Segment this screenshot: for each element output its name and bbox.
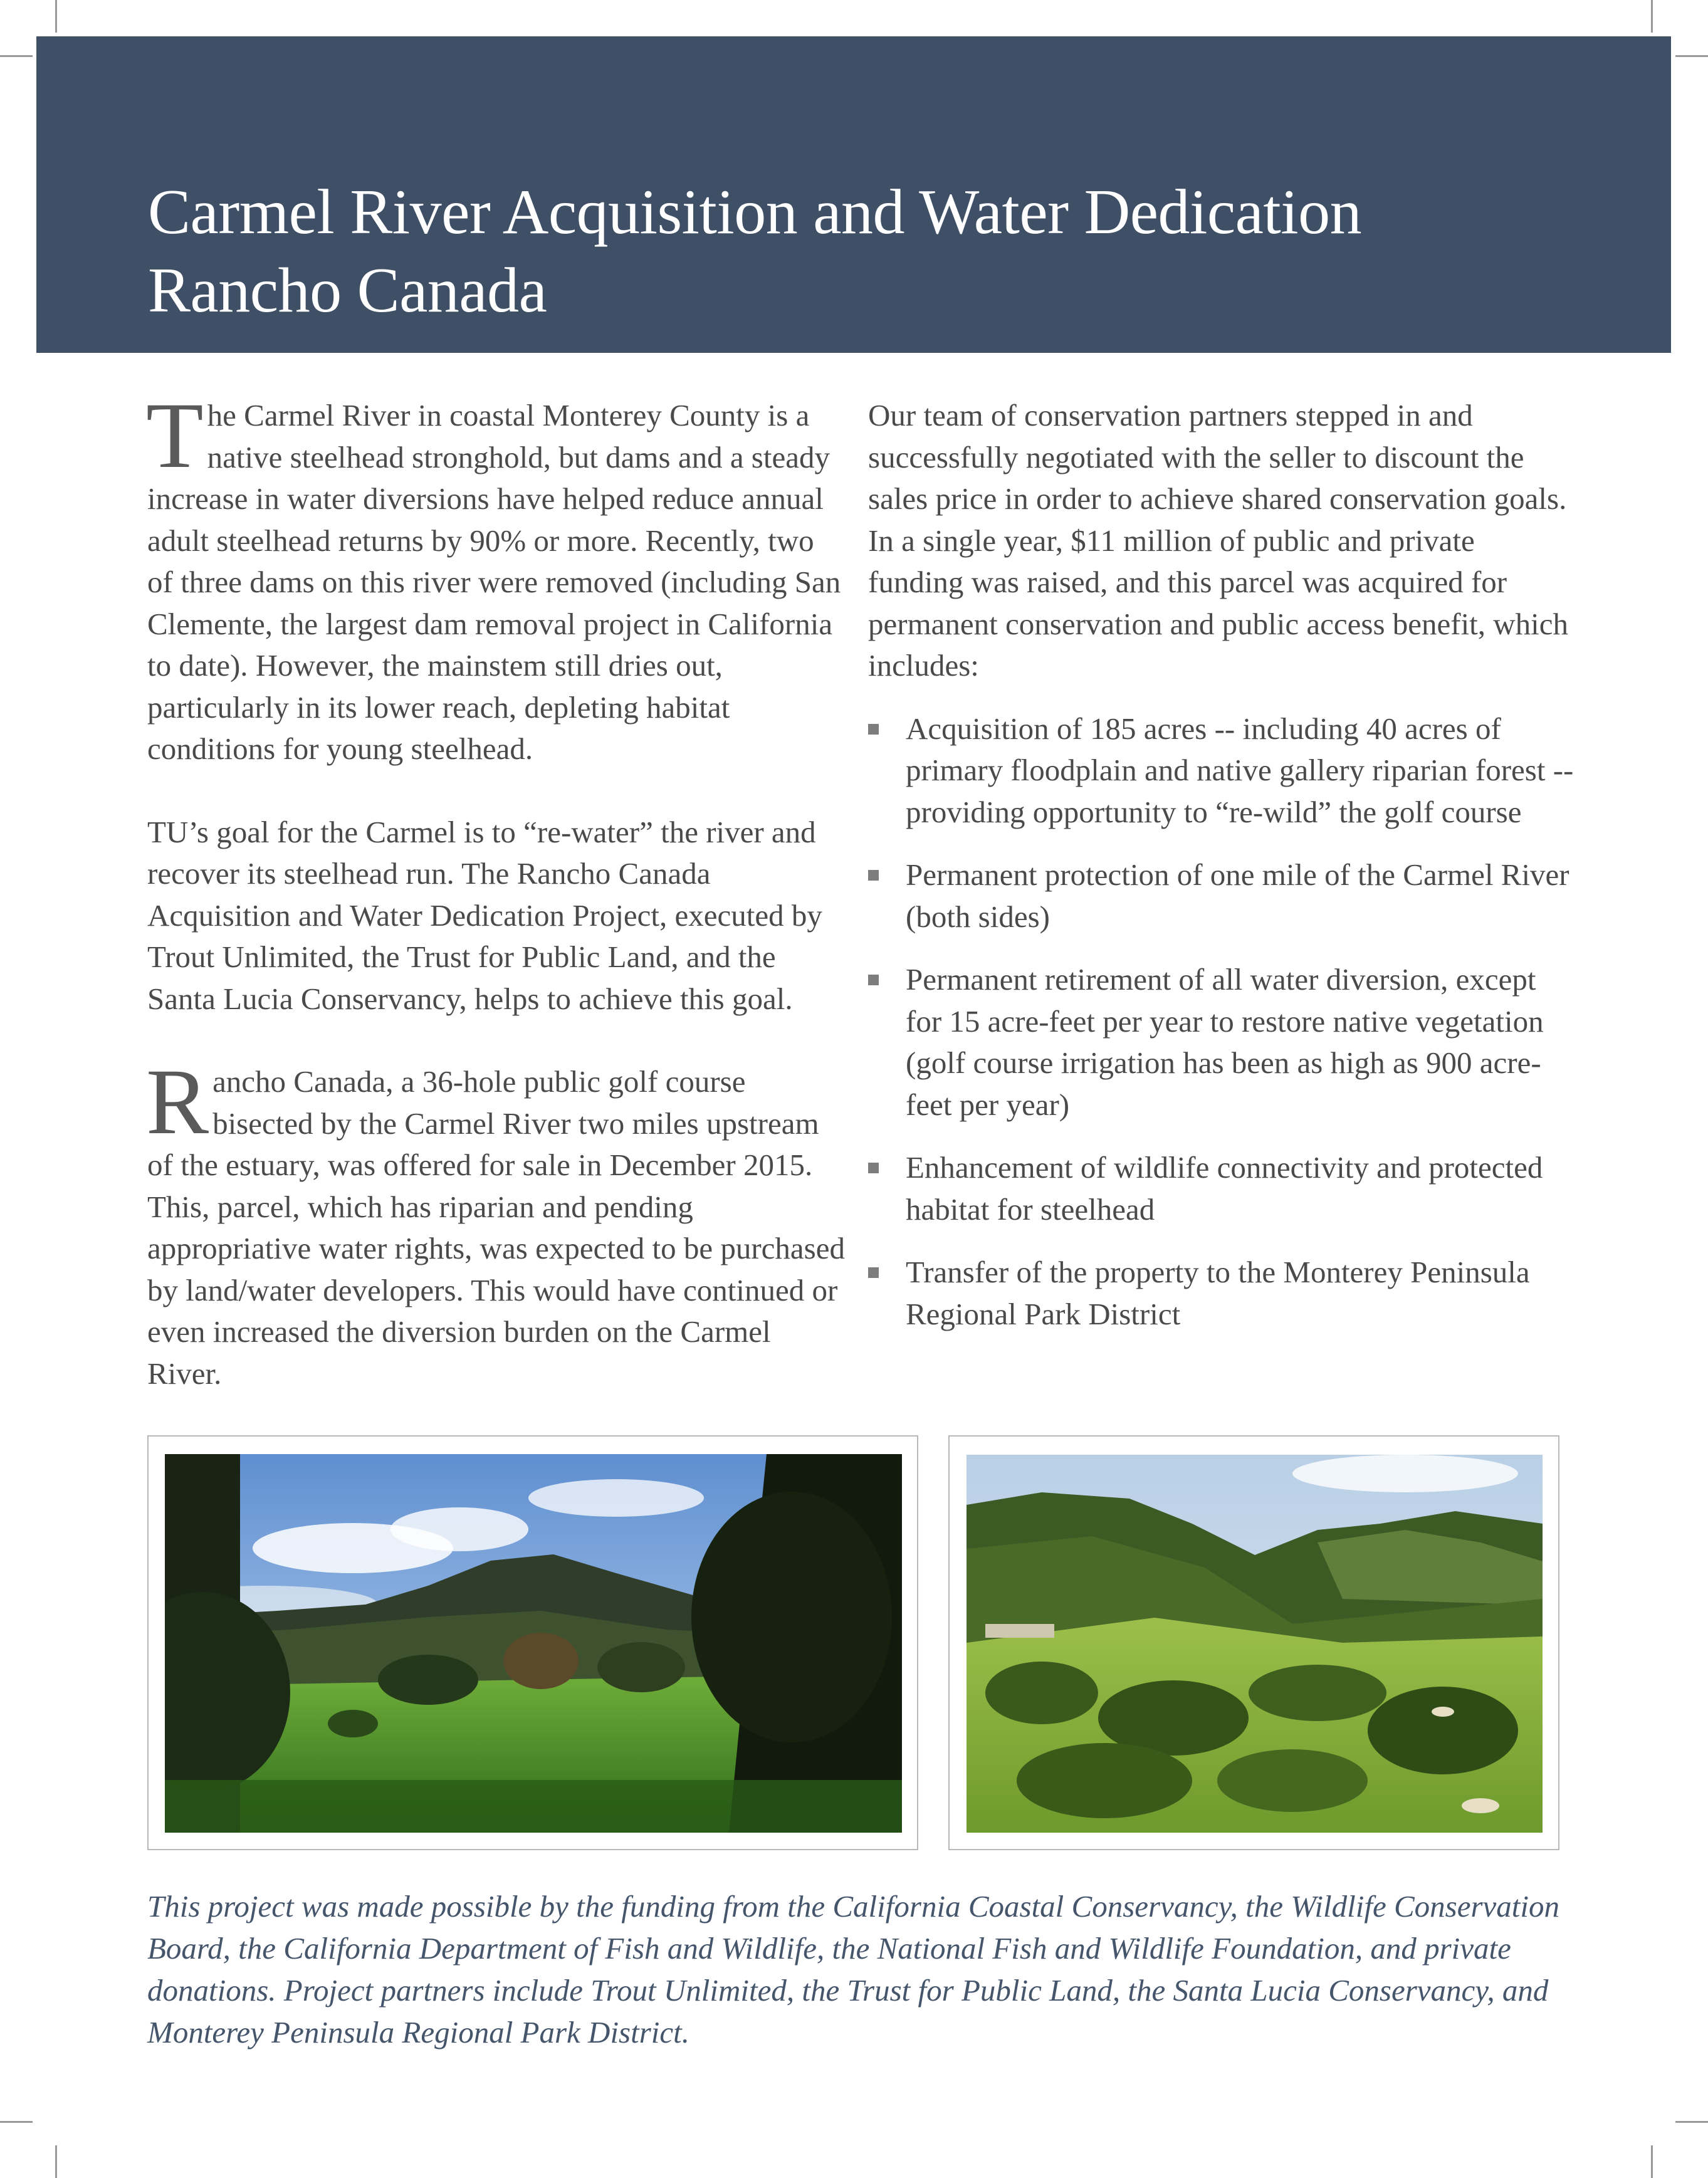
aerial-view-photo [967,1455,1543,1833]
list-item: Enhancement of wildlife connectivity and protected habitat for steelhead [868,1147,1576,1230]
bullet-square-icon [868,870,879,881]
goal-paragraph: TU’s goal for the Carmel is to “re-water” the river and recover its steelhead run. The Rancho Canada Acquisition and Water Dedication Project, executed by Trout Unlimited, the Trust for Public Land, and the Santa Lucia Conservancy, helps to achieve this goal. [147,814,822,1016]
bullet-square-icon [868,975,879,985]
crop-mark [1675,55,1708,57]
rancho-paragraph-text: ancho Canada, a 36-hole public golf course bisected by the Carmel River two miles upstream of the estuary, was offered for sale in December 2015. This, parcel, which has riparian and pending appropriative water rights, was expected to be purchased by land/water developers. This would have continued or even increased the diversion burden on the Carmel River. [147,1064,845,1391]
photo-frame-aerial-view [948,1435,1559,1850]
intro-paragraph-text: he Carmel River in coastal Monterey County is a native steelhead stronghold, but dams and a steady increase in water diversions have helped reduce annual adult steelhead returns by 90% or more. Recently, two of three dams on this river were removed (including San Clemente, the largest dam removal project in California to date). However, the mainstem still dries out, particularly in its lower reach, depleting habitat conditions for young steelhead. [147,398,841,766]
list-item: Acquisition of 185 acres -- including 40 acres of primary floodplain and native gallery riparian forest -- providing opportunity to “re-wild” the golf course [868,708,1576,834]
crop-mark [0,55,33,57]
left-column [146,384,846,1395]
bullet-square-icon [868,1163,879,1173]
page-title [148,173,1361,330]
funding-acknowledgement [147,1885,1583,2053]
list-item: Permanent protection of one mile of the Carmel River (both sides) [868,854,1576,938]
crop-mark [1651,0,1653,33]
right-column [868,395,1576,1356]
list-item: Transfer of the property to the Monterey Peninsula Regional Park District [868,1252,1576,1335]
crop-mark [1651,2145,1653,2178]
bullet-square-icon [868,724,879,735]
bullet-square-icon [868,1267,879,1278]
funding-acknowledgement-text: This project was made possible by the funding from the California Coastal Conservancy, the Wildlife Conservation Board, the California Department of Fish and Wildlife, the National Fish and Wildlife Foundation, and private donations. Project partners include Trout Unlimited, the Trust for Public Land, the Santa Lucia Conservancy, and Monterey Peninsula Regional Park District. [147,1889,1559,2050]
crop-mark [55,0,57,33]
golf-course-photo [165,1454,902,1833]
partners-paragraph: Our team of conservation partners stepped in and successfully negotiated with the seller to discount the sales price in order to achieve shared conservation goals. In a single year, $11 million of public and private funding was raised, and this parcel was acquired for permanent conservation and public access benefit, which includes: [868,398,1569,683]
title-line-2: Rancho Canada [148,255,547,326]
crop-mark [55,2145,57,2178]
title-banner [36,36,1671,353]
crop-mark [0,2121,33,2123]
rancho-paragraph [146,1050,846,1395]
title-line-1: Carmel River Acquisition and Water Dedication [148,177,1362,248]
drop-cap: R [146,1050,209,1154]
photo-frame-golf-course [147,1435,918,1850]
drop-cap: T [146,384,204,488]
benefits-list [868,708,1576,1336]
crop-mark [1675,2121,1708,2123]
intro-paragraph [146,384,846,770]
list-item: Permanent retirement of all water diversion, except for 15 acre-feet per year to restore native vegetation (golf course irrigation has been as high as 900 acre-feet per year) [868,959,1576,1126]
